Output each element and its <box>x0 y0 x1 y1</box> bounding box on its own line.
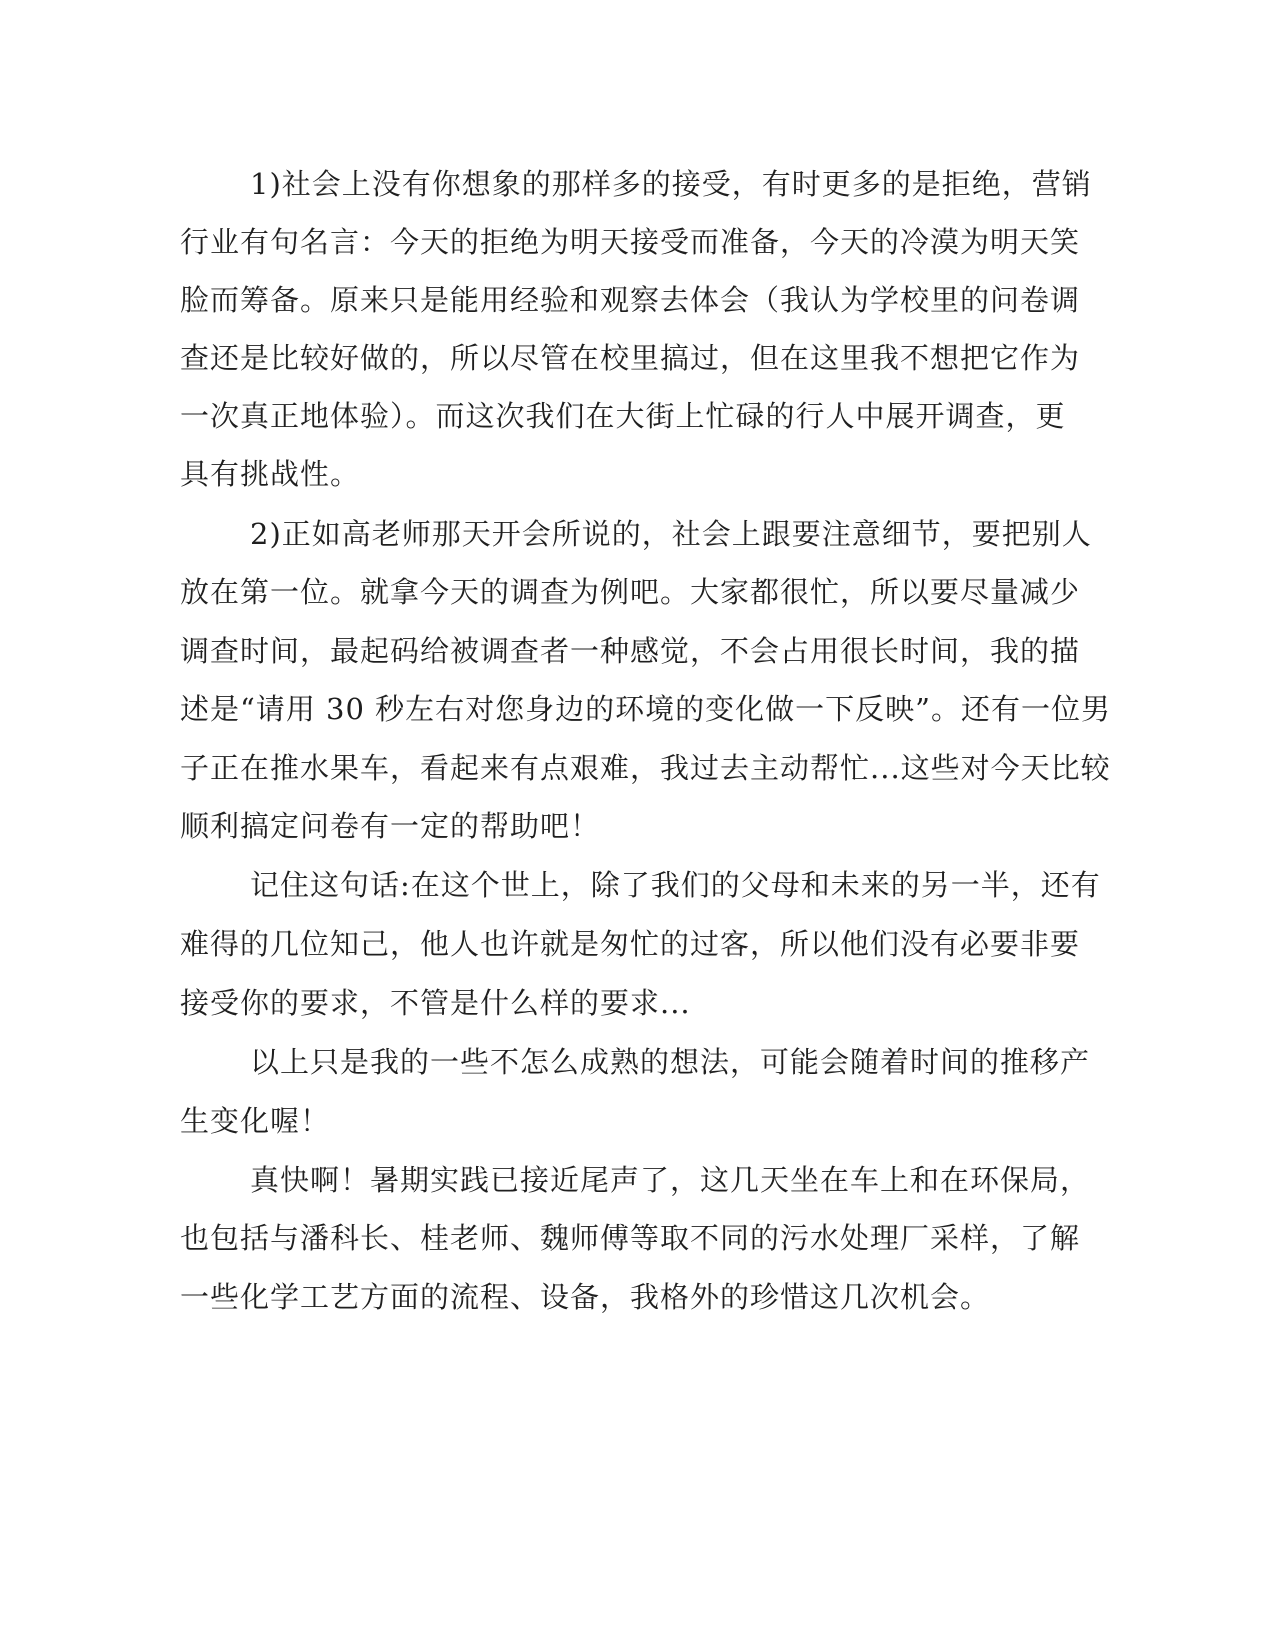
text-line: 述是“请用 30 秒左右对您身边的环境的变化做一下反映”。还有一位男 <box>180 692 1111 726</box>
text-line: 真快啊！暑期实践已接近尾声了，这几天坐在车上和在环保局， <box>250 1163 1091 1197</box>
text-line: 一次真正地体验）。而这次我们在大街上忙碌的行人中展开调查，更 <box>180 399 1066 433</box>
text-line: 子正在推水果车，看起来有点艰难，我过去主动帮忙...这些对今天比较 <box>180 751 1111 785</box>
text-line: 脸而筹备。原来只是能用经验和观察去体会（我认为学校里的问卷调 <box>180 283 1081 317</box>
text-line: 调查时间，最起码给被调查者一种感觉，不会占用很长时间，我的描 <box>180 634 1081 668</box>
text-line: 接受你的要求，不管是什么样的要求... <box>180 986 691 1020</box>
text-line: 也包括与潘科长、桂老师、魏师傅等取不同的污水处理厂采样，了解 <box>180 1221 1081 1255</box>
text-line: 以上只是我的一些不怎么成熟的想法，可能会随着时间的推移产 <box>250 1045 1091 1079</box>
text-line: 1)社会上没有你想象的那样多的接受，有时更多的是拒绝，营销 <box>250 167 1092 201</box>
text-line: 2)正如高老师那天开会所说的，社会上跟要注意细节，要把别人 <box>250 517 1092 551</box>
text-line: 查还是比较好做的，所以尽管在校里搞过，但在这里我不想把它作为 <box>180 341 1081 375</box>
text-line: 具有挑战性。 <box>180 457 361 491</box>
text-line: 生变化喔！ <box>180 1104 331 1138</box>
text-line: 放在第一位。就拿今天的调查为例吧。大家都很忙，所以要尽量减少 <box>180 575 1081 609</box>
text-line: 一些化学工艺方面的流程、设备，我格外的珍惜这几次机会。 <box>180 1280 991 1314</box>
text-line: 行业有句名言：今天的拒绝为明天接受而准备，今天的冷漠为明天笑 <box>180 225 1081 259</box>
text-line: 顺利搞定问卷有一定的帮助吧！ <box>180 809 601 843</box>
text-line: 难得的几位知己，他人也许就是匆忙的过客，所以他们没有必要非要 <box>180 927 1081 961</box>
text-line: 记住这句话:在这个世上，除了我们的父母和未来的另一半，还有 <box>250 868 1101 902</box>
